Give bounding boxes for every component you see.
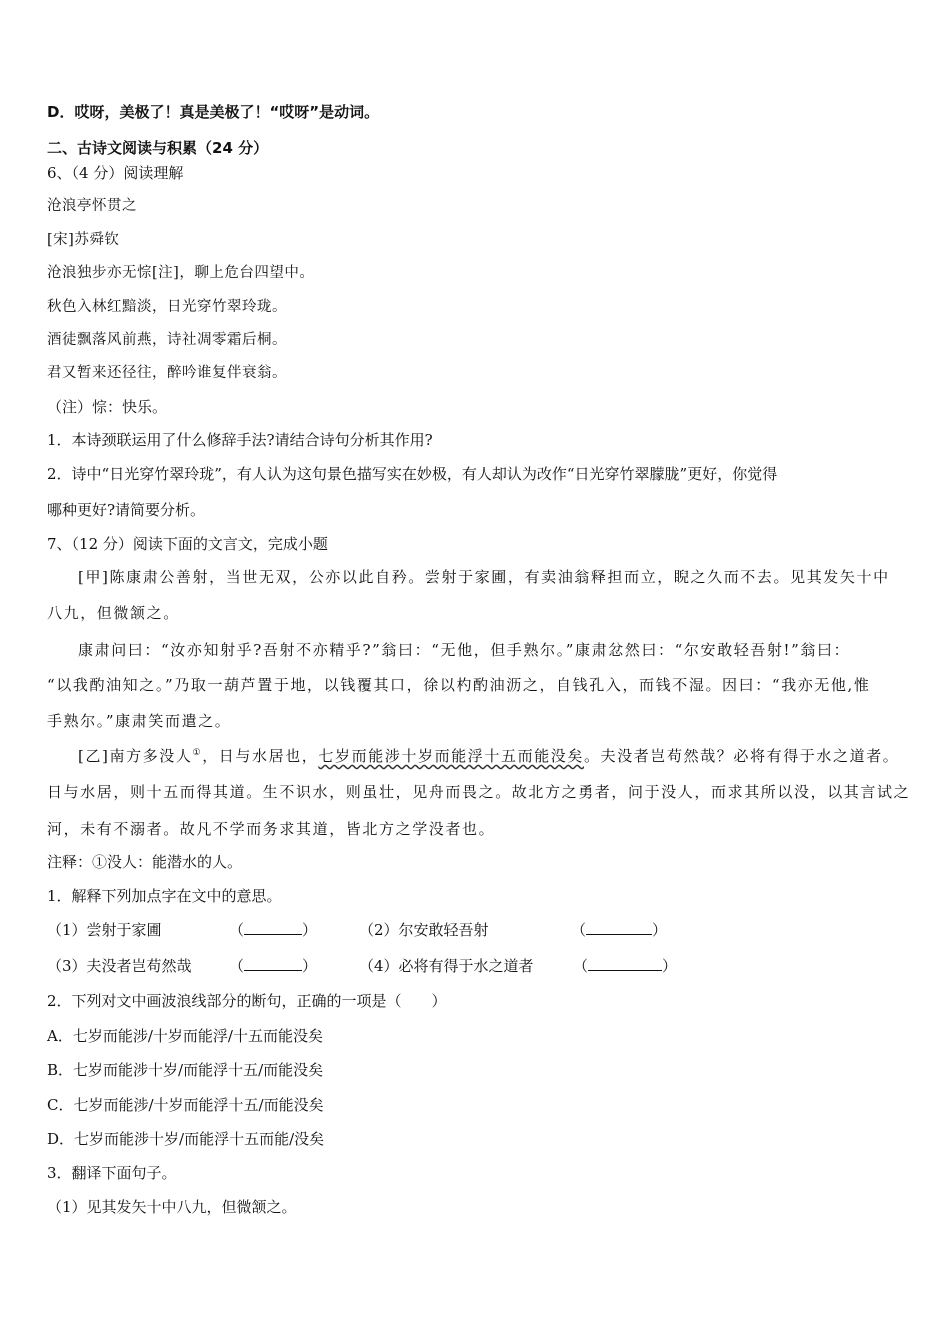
fill-item-label: （3）夫没者岂苟然哉 xyxy=(47,957,192,975)
yi-rest: 。夫没者岂苟然哉？必将有得于水之道者。 xyxy=(584,747,900,765)
fill-item-label: （1）尝射于家圃 xyxy=(47,921,162,939)
fill-in-blank[interactable]: （ ） xyxy=(573,957,678,975)
fill-in-blank[interactable]: （ ） xyxy=(229,957,318,975)
fill-in-blank[interactable]: （ ） xyxy=(571,921,668,939)
poem-author: [宋]苏舜钦 xyxy=(47,232,120,248)
yi-paragraph-line: 日与水居，则十五而得其道。生不识水，则虽壮，见舟而畏之。故北方之勇者，问于没人，而求其所以没，以其言试之 xyxy=(47,783,911,801)
yi-paragraph-line: 河，未有不溺者。故凡不学而务求其道，皆北方之学没者也。 xyxy=(47,820,496,838)
yi-paragraph-line xyxy=(78,746,938,766)
jia-paragraph-line: 八九，但微颔之。 xyxy=(47,604,180,622)
q6-header: 6、（4 分）阅读理解 xyxy=(47,164,184,182)
fill-item-label: （4）必将有得于水之道者 xyxy=(359,957,534,975)
footnote-marker: ① xyxy=(192,748,203,758)
option-a[interactable]: A．七岁而能涉/十岁而能浮/十五而能没矣 xyxy=(47,1027,323,1045)
q6-question-1: 1．本诗颈联运用了什么修辞手法?请结合诗句分析其作用? xyxy=(47,431,433,449)
jia-dialogue-line: 手熟尔。”康肃笑而遣之。 xyxy=(47,712,232,730)
q7-sub-question-1: 1．解释下列加点字在文中的意思。 xyxy=(47,887,282,905)
yi-after-sup: ，日与水居也， xyxy=(202,747,319,765)
poem-line: 秋色入林红黯淡，日光穿竹翠玲珑。 xyxy=(47,299,287,315)
jia-dialogue-line: 康肃问曰：“汝亦知射乎?吾射不亦精乎?”翁曰：“无他，但手熟尔。”康肃忿然曰：“尔安敢轻吾射!”翁曰： xyxy=(78,641,851,659)
annotation: 注释：①没人：能潜水的人。 xyxy=(47,853,243,871)
jia-paragraph-line: [甲]陈康肃公善射，当世无双，公亦以此自矜。尝射于家圃，有卖油翁释担而立，睨之久而不去。见其发矢十中 xyxy=(78,568,890,586)
section-two-heading: 二、古诗文阅读与积累（24 分） xyxy=(47,139,269,157)
fill-in-blank[interactable]: （ ） xyxy=(229,921,318,939)
translation-item-1: （1）见其发矢十中八九，但微颔之。 xyxy=(47,1198,297,1216)
q7-sub-question-2: 2．下列对文中画波浪线部分的断句，正确的一项是（ ） xyxy=(47,992,447,1010)
fill-item-label: （2）尔安敢轻吾射 xyxy=(359,921,489,939)
poem-line: 沧浪独步亦无悰[注]，聊上危台四望中。 xyxy=(47,265,315,281)
poem-title: 沧浪亭怀贯之 xyxy=(47,198,137,214)
q7-header: 7、（12 分）阅读下面的文言文，完成小题 xyxy=(47,535,328,553)
jia-dialogue-line: “以我酌油知之。”乃取一葫芦置于地，以钱覆其口，徐以杓酌油沥之，自钱孔入，而钱不湿。因曰：“我亦无他,惟 xyxy=(47,676,871,694)
q7-sub-question-3: 3．翻译下面句子。 xyxy=(47,1164,177,1182)
q6-question-2: 2．诗中“日光穿竹翠玲珑”，有人认为这句景色描写实在妙极，有人却认为改作“日光穿竹翠朦胧”更好，你觉得 xyxy=(47,465,778,483)
option-d-line: D．哎呀，美极了！真是美极了！“哎呀”是动词。 xyxy=(47,103,380,121)
option-d[interactable]: D．七岁而能涉十岁/而能浮十五而能/没矣 xyxy=(47,1130,325,1148)
yi-prefix: [乙]南方多没人 xyxy=(78,747,193,765)
poem-line: 君又暂来还径往，醉吟谁复伴衰翁。 xyxy=(47,365,287,381)
option-b[interactable]: B．七岁而能涉十岁/而能浮十五/而能没矣 xyxy=(47,1061,324,1079)
poem-line: 酒徒飘落风前燕，诗社凋零霜后桐。 xyxy=(47,332,287,348)
option-c[interactable]: C．七岁而能涉/十岁而能浮十五/而能没矣 xyxy=(47,1096,324,1114)
q6-question-2-cont: 哪种更好?请简要分析。 xyxy=(47,501,206,519)
wavy-underlined-text: 七岁而能涉十岁而能浮十五而能没矣 xyxy=(318,747,584,765)
poem-note: （注）悰：快乐。 xyxy=(47,398,168,416)
